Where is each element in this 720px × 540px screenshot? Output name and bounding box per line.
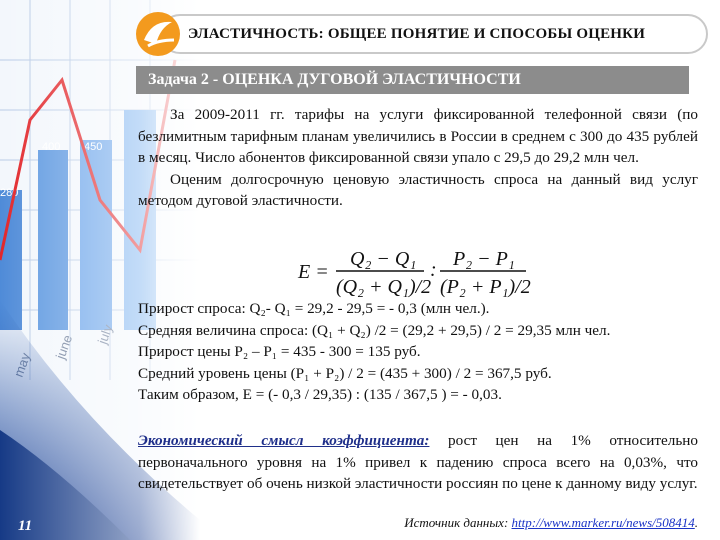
calculation-block	[138, 298, 698, 406]
arc-elasticity-formula	[296, 246, 546, 298]
source-link[interactable]: http://www.marker.ru/news/508414	[511, 515, 695, 530]
formula-lhs: E =	[298, 261, 329, 283]
intro-paragraph-1: За 2009-2011 гг. тарифы на услуги фиксированной телефонной связи (по безлимитным тарифным планам увеличились в России в среднем с 300 до 435 рублей в месяц. Число абонентов фиксированной связи упало с 29,5 до 29,2 млн чел.	[138, 106, 698, 167]
intro-paragraph-2: Оценим долгосрочную ценовую эластичность спроса на данный вид услуг методом дуговой эластичности.	[138, 170, 698, 210]
task-title: Задача 2 - ОЦЕНКА ДУГОВОЙ ЭЛАСТИЧНОСТИ	[148, 71, 521, 88]
calc-demand-increase: Прирост спроса: Q₂- Q₁ = 29,2 - 29,5 = - 0,3 (млн чел.).	[138, 300, 490, 317]
header-banner	[160, 14, 708, 54]
calc-result: Таким образом, E = (- 0,3 / 29,35) : (135 / 367,5 ) = - 0,03.	[138, 386, 502, 404]
formula-denominator-q: (Q₂ + Q₁)/2	[336, 276, 432, 298]
calc-average-price: Средний уровень цены (P₁ + P₂) / 2 = (435 + 300) / 2 = 367,5 руб.	[138, 364, 552, 382]
task-title-bar	[136, 66, 689, 94]
formula-separator: :	[430, 259, 437, 281]
formula-numerator-p: P₂ − P₁	[453, 248, 515, 270]
header-title: ЭЛАСТИЧНОСТЬ: ОБЩЕЕ ПОНЯТИЕ И СПОСОБЫ ОЦЕНКИ	[188, 25, 646, 42]
economic-meaning-label: Экономический смысл коэффициента:	[138, 432, 430, 449]
calc-average-demand: Средняя величина спроса: (Q₁ + Q₂) /2 = (29,2 + 29,5) / 2 = 29,35 млн чел.	[138, 321, 611, 339]
conclusion-text: рост цен на 1% относительно первоначального уровня на 1% привел к падению спроса всего на 0,03%, что свидетельствует об очень низкой эластичности россиян по цене к данному виду услуг.	[138, 432, 698, 493]
intro-text	[138, 104, 698, 212]
logo-icon	[134, 10, 182, 58]
conclusion-paragraph	[138, 430, 698, 495]
source-trail: .	[694, 515, 698, 530]
page-number: 11	[18, 518, 33, 534]
source-line	[404, 515, 698, 531]
formula-denominator-p: (P₂ + P₁)/2	[440, 276, 531, 298]
calc-price-increase: Прирост цены P₂ – P₁ = 435 - 300 = 135 руб.	[138, 343, 421, 361]
source-label: Источник данных:	[404, 515, 512, 530]
formula-numerator-q: Q₂ − Q₁	[350, 248, 417, 270]
